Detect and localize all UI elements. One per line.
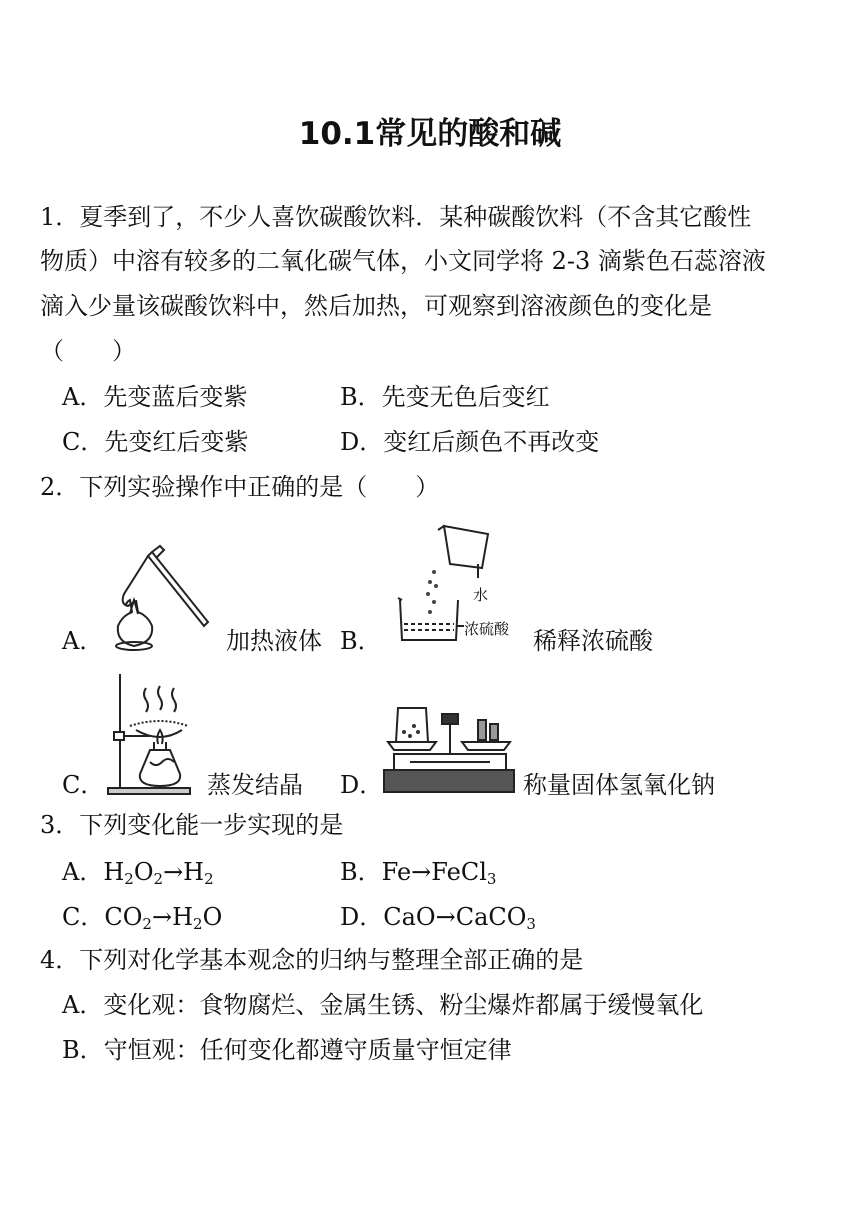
q2-option-b-caption: 稀释浓硫酸 (533, 627, 653, 655)
q1-option-d: D．变红后颜色不再改变 (340, 428, 600, 456)
page-title: 10.1常见的酸和碱 (298, 116, 562, 152)
q2-option-b-letter: B． (340, 627, 382, 655)
q3-stem: 3．下列变化能一步实现的是 (40, 811, 344, 839)
q2-option-d-letter: D． (340, 771, 384, 799)
q4-option-a: A．变化观：食物腐烂、金属生锈、粉尘爆炸都属于缓慢氧化 (62, 991, 704, 1019)
q2-option-a-letter: A． (62, 627, 104, 655)
q1-option-b: B．先变无色后变红 (340, 383, 550, 411)
water-label: 水 (473, 586, 489, 604)
q3-option-b: B．Fe→FeCl$_3$ (340, 858, 497, 888)
q2-option-a-caption: 加热液体 (226, 627, 322, 655)
q1-stem-line-3: 滴入少量该碳酸饮料中，然后加热，可观察到溶液颜色的变化是 (40, 292, 712, 320)
q3-option-a: A．$H_2O_2\to H_2$ (62, 858, 214, 888)
q4-stem: 4．下列对化学基本观念的归纳与整理全部正确的是 (40, 946, 584, 974)
balance-figure (380, 694, 518, 798)
q4-option-b: B．守恒观：任何变化都遵守质量守恒定律 (62, 1036, 512, 1064)
q1-option-c: C．先变红后变紫 (62, 428, 249, 456)
conc-acid-label: 浓硫酸 (464, 620, 510, 638)
q2-option-c-caption: 蒸发结晶 (207, 771, 303, 799)
evaporation-figure (100, 670, 196, 800)
q3-option-c: C．$CO_2\to H_2O$ (62, 903, 223, 933)
q1-stem-line-2: 物质）中溶有较多的二氧化碳气体，小文同学将 2-3 滴紫色石蕊溶液 (40, 247, 766, 275)
q1-stem-line-1: 1．夏季到了，不少人喜饮碳酸饮料．某种碳酸饮料（不含其它酸性 (40, 203, 752, 231)
heating-liquid-figure (104, 542, 216, 654)
q2-stem: 2．下列实验操作中正确的是（ ） (40, 473, 440, 501)
q2-option-d-caption: 称量固体氢氧化钠 (523, 771, 715, 799)
q1-stem-line-4: （ ） (40, 337, 136, 365)
q2-option-c-letter: C． (62, 771, 105, 799)
q1-option-a: A．先变蓝后变紫 (62, 383, 248, 411)
q3-option-d: D．CaO→CaCO$_3$ (340, 903, 536, 933)
